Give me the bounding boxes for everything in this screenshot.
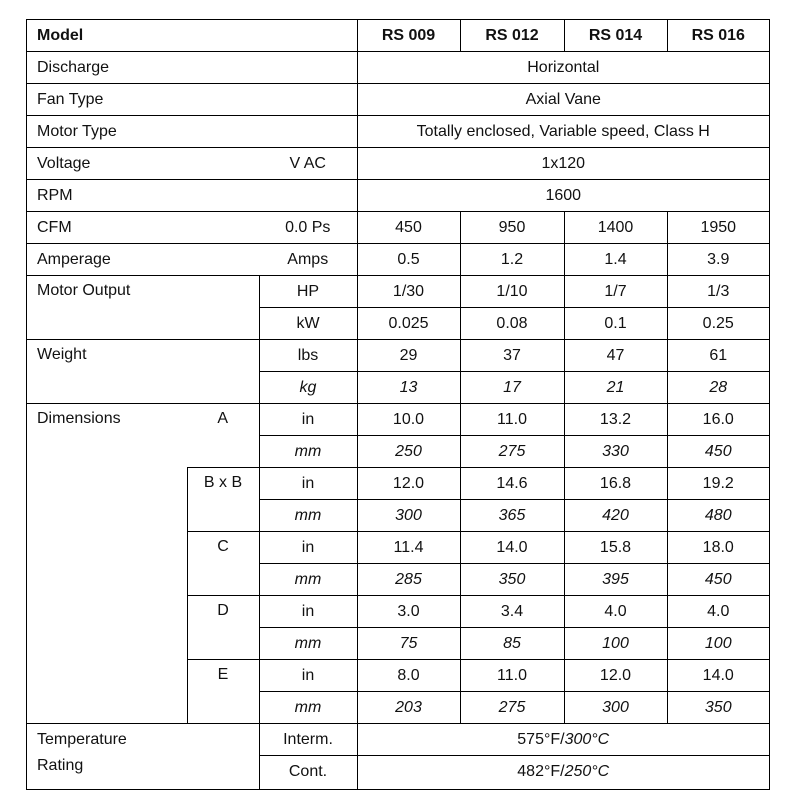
motor-output-kw-value: 0.025 [357,308,460,340]
dim-mm-unit: mm [259,564,357,596]
temperature-cont-row [27,756,769,789]
motor-output-hp-value: 1/30 [357,276,460,308]
fan-type-label: Fan Type [27,84,357,116]
motor-output-kw-unit: kW [259,308,357,340]
temperature-interm-c: 300°C [564,730,610,748]
fan-type-row [27,84,769,116]
temperature-label-line2: Rating [37,756,84,774]
dim-mm-value: 100 [564,628,667,660]
dim-mm-value: 480 [667,500,769,532]
dim-group-name: E [187,660,259,724]
dim-in-unit: in [259,660,357,692]
dim-group-name: D [187,596,259,660]
voltage-row [27,148,769,180]
weight-kg-value: 28 [667,372,769,404]
dim-mm-value: 285 [357,564,460,596]
cfm-value: 1400 [564,212,667,244]
motor-output-label: Motor Output [27,276,259,340]
dim-mm-value: 300 [564,692,667,724]
dim-mm-value: 350 [667,692,769,724]
dim-mm-value: 275 [460,436,564,468]
weight-label: Weight [27,340,259,404]
temperature-label-line1: Temperature [37,730,127,748]
temperature-interm-row [27,724,769,756]
motor-type-row [27,116,769,148]
dim-mm-unit: mm [259,500,357,532]
weight-kg-value: 17 [460,372,564,404]
amperage-row [27,244,769,276]
dim-in-value: 10.0 [357,404,460,436]
dim-in-value: 14.6 [460,468,564,500]
dim-mm-value: 365 [460,500,564,532]
dim-in-value: 16.8 [564,468,667,500]
discharge-label: Discharge [27,52,357,84]
weight-kg-value: 21 [564,372,667,404]
dim-mm-value: 250 [357,436,460,468]
discharge-row [27,52,769,84]
temperature-cont-f: 482°F/ [517,763,565,781]
motor-output-kw-value: 0.08 [460,308,564,340]
motor-output-hp-row [27,276,769,308]
dimensions-label: Dimensions [27,404,187,724]
model-rs016: RS 016 [667,20,769,52]
model-rs014: RS 014 [564,20,667,52]
temperature-interm-f: 575°F/ [517,730,565,748]
motor-output-hp-value: 1/7 [564,276,667,308]
dim-in-unit: in [259,596,357,628]
weight-lbs-row [27,340,769,372]
dim-in-value: 11.0 [460,404,564,436]
dim-mm-unit: mm [259,692,357,724]
weight-lbs-value: 37 [460,340,564,372]
temperature-cont-value [357,756,769,789]
dim-in-unit: in [259,404,357,436]
dim-mm-unit: mm [259,628,357,660]
weight-lbs-value: 29 [357,340,460,372]
amperage-value: 0.5 [357,244,460,276]
dim-mm-value: 75 [357,628,460,660]
dim-in-value: 13.2 [564,404,667,436]
dim-mm-unit: mm [259,436,357,468]
amperage-value: 1.2 [460,244,564,276]
model-rs012: RS 012 [460,20,564,52]
motor-output-kw-value: 0.25 [667,308,769,340]
dim-in-value: 3.0 [357,596,460,628]
weight-kg-unit: kg [259,372,357,404]
model-rs009: RS 009 [357,20,460,52]
temperature-cont-unit: Cont. [259,756,357,789]
dim-mm-value: 350 [460,564,564,596]
weight-lbs-value: 47 [564,340,667,372]
fan-type-value: Axial Vane [357,84,769,116]
dim-in-value: 14.0 [667,660,769,692]
dim-in-value: 15.8 [564,532,667,564]
cfm-value: 950 [460,212,564,244]
dim-mm-value: 85 [460,628,564,660]
dim-in-value: 11.4 [357,532,460,564]
weight-lbs-value: 61 [667,340,769,372]
dim-mm-value: 275 [460,692,564,724]
cfm-value: 1950 [667,212,769,244]
rpm-value: 1600 [357,180,769,212]
motor-output-kw-value: 0.1 [564,308,667,340]
dim-mm-value: 450 [667,564,769,596]
dim-in-value: 12.0 [357,468,460,500]
dim-in-value: 19.2 [667,468,769,500]
temperature-interm-value [357,724,769,756]
cfm-value: 450 [357,212,460,244]
rpm-label: RPM [27,180,357,212]
weight-kg-value: 13 [357,372,460,404]
cfm-unit: 0.0 Ps [259,212,357,244]
dim-in-value: 11.0 [460,660,564,692]
cfm-row [27,212,769,244]
dim-mm-value: 330 [564,436,667,468]
rpm-row [27,180,769,212]
cfm-label: CFM [27,212,259,244]
discharge-value: Horizontal [357,52,769,84]
amperage-value: 3.9 [667,244,769,276]
amperage-value: 1.4 [564,244,667,276]
motor-output-hp-unit: HP [259,276,357,308]
dim-in-value: 8.0 [357,660,460,692]
dim-mm-value: 395 [564,564,667,596]
amperage-unit: Amps [259,244,357,276]
voltage-value: 1x120 [357,148,769,180]
dim-mm-value: 420 [564,500,667,532]
temperature-interm-unit: Interm. [259,724,357,756]
model-label: Model [27,20,357,52]
dim-mm-value: 100 [667,628,769,660]
dim-in-value: 3.4 [460,596,564,628]
dim-in-value: 14.0 [460,532,564,564]
motor-type-value: Totally enclosed, Variable speed, Class H [357,116,769,148]
dim-in-unit: in [259,532,357,564]
motor-output-hp-value: 1/3 [667,276,769,308]
voltage-label: Voltage [27,148,259,180]
voltage-unit: V AC [259,148,357,180]
dim-in-value: 4.0 [564,596,667,628]
dim-mm-value: 450 [667,436,769,468]
dim-in-value: 16.0 [667,404,769,436]
dim-in-value: 12.0 [564,660,667,692]
dim-mm-value: 300 [357,500,460,532]
dim-in-unit: in [259,468,357,500]
dim-mm-value: 203 [357,692,460,724]
header-row [27,20,769,52]
dim-in-value: 4.0 [667,596,769,628]
dim-group-name: B x B [187,468,259,532]
dim-group-name: C [187,532,259,596]
dim-a-in-row [27,404,769,436]
spec-table [27,20,769,789]
motor-type-label: Motor Type [27,116,357,148]
dim-in-value: 18.0 [667,532,769,564]
motor-output-hp-value: 1/10 [460,276,564,308]
dim-group-name: A [187,404,259,468]
temperature-cont-c: 250°C [564,763,610,781]
weight-lbs-unit: lbs [259,340,357,372]
amperage-label: Amperage [27,244,259,276]
